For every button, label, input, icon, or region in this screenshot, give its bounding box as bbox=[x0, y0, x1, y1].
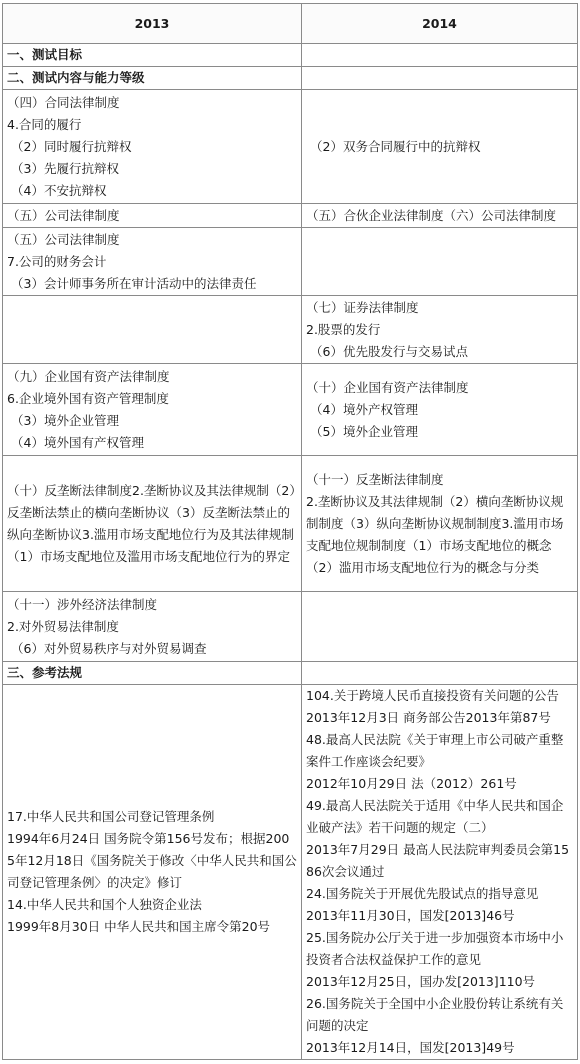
text-line: 4.合同的履行 bbox=[7, 116, 82, 132]
text-line: 2013年12月3日 商务部公告2013年第87号 bbox=[306, 710, 551, 725]
cell-2013-contract bbox=[3, 90, 302, 204]
text-line: （四）合同法律制度 bbox=[7, 94, 120, 110]
empty-cell bbox=[302, 592, 578, 662]
cell-2013-foreign-trade bbox=[3, 592, 302, 662]
empty-cell bbox=[302, 44, 578, 67]
text-line: 24.国务院关于开展优先股试点的指导意见 bbox=[306, 886, 539, 901]
row-company-law bbox=[3, 204, 578, 228]
text-line: （3）先履行抗辩权 bbox=[11, 160, 119, 176]
text-line: 2013年7月29日 最高人民法院审判委员会第1586次会议通过 bbox=[306, 842, 570, 879]
text-line: （五）合伙企业法律制度（六）公司法律制度 bbox=[306, 207, 557, 223]
cell-2013-company bbox=[3, 204, 302, 228]
section-heading-objectives: 一、测试目标 bbox=[3, 44, 302, 67]
section-heading-references: 三、参考法规 bbox=[3, 662, 302, 685]
text-line: 14.中华人民共和国个人独资企业法 bbox=[7, 897, 202, 912]
text-line: 1999年8月30日 中华人民共和国主席令第20号 bbox=[7, 919, 271, 934]
text-line: 49.最高人民法院关于适用《中华人民共和国企业破产法》若干问题的规定（二） bbox=[306, 798, 564, 835]
text-line: （五）公司法律制度 bbox=[7, 207, 120, 223]
cell-2014-references bbox=[302, 685, 578, 1060]
text-line: （2）双务合同履行中的抗辩权 bbox=[310, 138, 481, 154]
text-line: 7.公司的财务会计 bbox=[7, 253, 107, 269]
text-line: （十）企业国有资产法律制度 bbox=[306, 379, 469, 395]
text-line: 2.对外贸易法律制度 bbox=[7, 618, 119, 634]
text-line: 6.企业境外国有资产管理制度 bbox=[7, 390, 169, 406]
text-line: （2）同时履行抗辩权 bbox=[11, 138, 132, 154]
text-paragraph: 2.垄断协议及其法律规制（2）横向垄断协议规制制度（3）纵向垄断协议规制制度3.滥用市场支配地位规制制度（1）市场支配地位的概念（2）滥用市场支配地位行为的概念与分类 bbox=[306, 493, 564, 575]
cell-2014-contract bbox=[302, 90, 578, 204]
cell-2013-state-assets bbox=[3, 364, 302, 456]
text-line: 48.最高人民法院《关于审理上市公司破产重整案件工作座谈会纪要》 bbox=[306, 732, 564, 769]
header-2013: 2013 bbox=[3, 4, 302, 44]
text-line: 2013年12月25日，国办发[2013]110号 bbox=[306, 974, 536, 989]
text-line: （3）境外企业管理 bbox=[11, 412, 119, 428]
empty-cell bbox=[302, 67, 578, 90]
text-line: 2013年12月14日，国发[2013]49号 bbox=[306, 1040, 515, 1055]
row-company-finance bbox=[3, 228, 578, 296]
text-line: 104.关于跨境人民币直接投资有关问题的公告 bbox=[306, 688, 559, 703]
text-line: 25.国务院办公厅关于进一步加强资本市场中小投资者合法权益保护工作的意见 bbox=[306, 930, 564, 967]
row-antimonopoly bbox=[3, 456, 578, 592]
cell-2014-company bbox=[302, 204, 578, 228]
section-heading-content: 二、测试内容与能力等级 bbox=[3, 67, 302, 90]
text-line: （5）境外企业管理 bbox=[310, 423, 418, 439]
cell-2013-finance bbox=[3, 228, 302, 296]
cell-2014-state-assets bbox=[302, 364, 578, 456]
header-2014: 2014 bbox=[302, 4, 578, 44]
text-paragraph: （十）反垄断法律制度2.垄断协议及其法律规制（2）反垄断法禁止的横向垄断协议（3）反垄断法禁止的纵向垄断协议3.滥用市场支配地位行为及其法律规制（1）市场支配地位及滥用市场支配地位行为的界定 bbox=[7, 482, 296, 564]
text-line: 1994年6月24日 国务院令第156号发布；根据2005年12月18日《国务院关于修改〈中华人民共和国公司登记管理条例〉的决定》修订 bbox=[7, 831, 297, 890]
header-row bbox=[3, 4, 578, 44]
text-line: 2.股票的发行 bbox=[306, 321, 381, 337]
text-line: （6）对外贸易秩序与对外贸易调查 bbox=[11, 640, 207, 656]
empty-cell bbox=[302, 662, 578, 685]
text-line: （五）公司法律制度 bbox=[7, 231, 120, 247]
empty-cell bbox=[3, 296, 302, 364]
text-line: （4）不安抗辩权 bbox=[11, 182, 107, 198]
text-line: （十一）反垄断法律制度 bbox=[306, 471, 444, 487]
text-line: 2012年10月29日 法（2012）261号 bbox=[306, 776, 517, 791]
cell-2013-references bbox=[3, 685, 302, 1060]
row-contract-law bbox=[3, 90, 578, 204]
text-line: （九）企业国有资产法律制度 bbox=[7, 368, 170, 384]
row-references bbox=[3, 685, 578, 1060]
text-line: （4）境外产权管理 bbox=[310, 401, 418, 417]
text-line: 26.国务院关于全国中小企业股份转让系统有关问题的决定 bbox=[306, 996, 564, 1033]
text-line: （3）会计师事务所在审计活动中的法律责任 bbox=[11, 275, 257, 291]
section-row-references bbox=[3, 662, 578, 685]
section-row-content bbox=[3, 67, 578, 90]
section-row-objectives bbox=[3, 44, 578, 67]
text-line: （七）证券法律制度 bbox=[306, 299, 419, 315]
comparison-table bbox=[2, 3, 578, 1060]
text-line: （6）优先股发行与交易试点 bbox=[310, 343, 468, 359]
row-securities-law bbox=[3, 296, 578, 364]
text-line: 17.中华人民共和国公司登记管理条例 bbox=[7, 809, 215, 824]
cell-2013-antimonopoly bbox=[3, 456, 302, 592]
row-state-assets bbox=[3, 364, 578, 456]
cell-2014-antimonopoly bbox=[302, 456, 578, 592]
text-line: （十一）涉外经济法律制度 bbox=[7, 596, 158, 612]
row-foreign-trade bbox=[3, 592, 578, 662]
text-line: 2013年11月30日，国发[2013]46号 bbox=[306, 908, 515, 923]
cell-2014-securities bbox=[302, 296, 578, 364]
empty-cell bbox=[302, 228, 578, 296]
text-line: （4）境外国有产权管理 bbox=[11, 434, 144, 450]
